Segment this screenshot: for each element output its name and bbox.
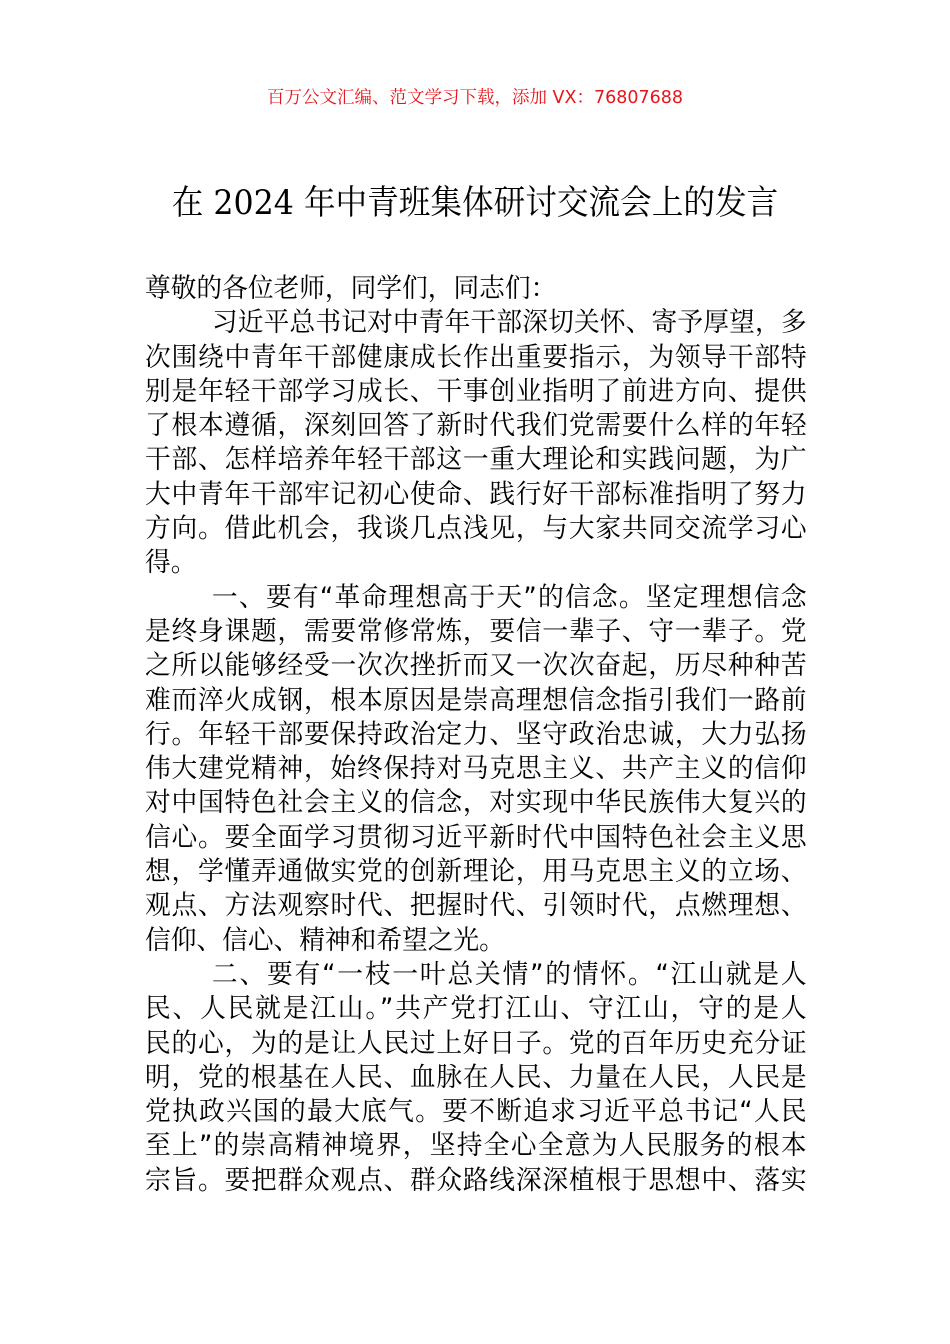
text-line: 习近平总书记对中青年干部深切关怀、寄予厚望，多 [211,307,807,339]
text-line: 至上”的崇高精神境界，坚持全心全意为人民服务的根本 [145,1130,807,1162]
text-line: 之所以能够经受一次次挫折而又一次次奋起，历尽种种苦 [145,650,807,682]
text-line: 明，党的根基在人民、血脉在人民、力量在人民，人民是 [145,1061,807,1093]
text-line: 别是年轻干部学习成长、干事创业指明了前进方向、提供 [145,375,807,407]
text-line: 观点、方法观察时代、把握时代、引领时代，点燃理想、 [145,890,807,922]
text-line: 对中国特色社会主义的信念，对实现中华民族伟大复兴的 [145,787,807,819]
text-line: 是终身课题，需要常修常炼，要信一辈子、守一辈子。党 [145,615,807,647]
watermark-banner: 百万公文汇编、范文学习下载，添加 VX：76807688 [266,88,684,108]
text-line: 民、人民就是江山。”共产党打江山、守江山，守的是人 [145,993,807,1025]
text-line: 民的心，为的是让人民过上好日子。党的百年历史充分证 [145,1027,807,1059]
text-line: 宗旨。要把群众观点、群众路线深深植根于思想中、落实 [145,1164,807,1196]
text-line: 行。年轻干部要保持政治定力、坚守政治忠诚，大力弘扬 [145,718,807,750]
text-line: 党执政兴国的最大底气。要不断追求习近平总书记“人民 [145,1096,807,1128]
document-title: 在 2024 年中青班集体研讨交流会上的发言 [171,183,779,223]
text-line: 想，学懂弄通做实党的创新理论，用马克思主义的立场、 [145,856,807,888]
document-body [145,272,807,1198]
text-line: 信仰、信心、精神和希望之光。 [145,924,505,956]
text-line: 次围绕中青年干部健康成长作出重要指示，为领导干部特 [145,341,807,373]
text-line: 方向。借此机会，我谈几点浅见，与大家共同交流学习心 [145,513,807,545]
text-line: 二、要有“一枝一叶总关情”的情怀。“江山就是人 [211,958,807,990]
text-line: 大中青年干部牢记初心使命、践行好干部标准指明了努力 [145,478,807,510]
text-line: 得。 [145,547,197,579]
text-line: 难而淬火成钢，根本原因是崇高理想信念指引我们一路前 [145,684,807,716]
text-line: 了根本遵循，深刻回答了新时代我们党需要什么样的年轻 [145,410,807,442]
text-line: 伟大建党精神，始终保持对马克思主义、共产主义的信仰 [145,753,807,785]
text-line: 尊敬的各位老师，同学们，同志们： [145,273,557,304]
text-line: 信心。要全面学习贯彻习近平新时代中国特色社会主义思 [145,821,807,853]
text-line: 一、要有“革命理想高于天”的信念。坚定理想信念 [211,581,807,613]
text-line: 干部、怎样培养年轻干部这一重大理论和实践问题，为广 [145,444,807,476]
